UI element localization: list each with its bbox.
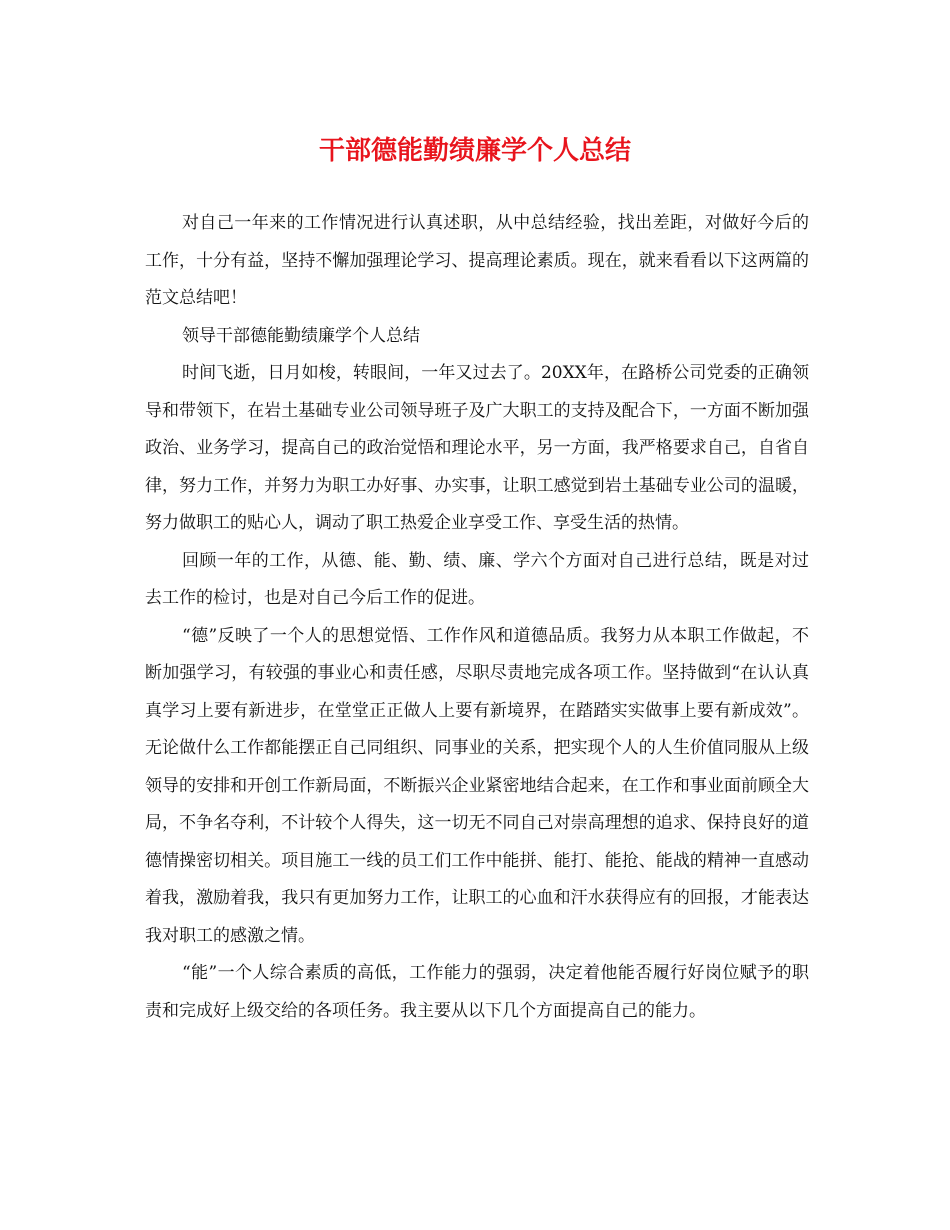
document-body <box>145 205 809 1030</box>
paragraph-intro: 对自己一年来的工作情况进行认真述职，从中总结经验，找出差距，对做好今后的工作，十分有益，坚持不懈加强理论学习、提高理论素质。现在，就来看看以下这两篇的范文总结吧！ <box>145 213 809 308</box>
paragraph-time: 时间飞逝，日月如梭，转眼间，一年又过去了。20XX年，在路桥公司党委的正确领导和带领下，在岩土基础专业公司领导班子及广大职工的支持及配合下，一方面不断加强政治、业务学习，提高自己的政治觉悟和理论水平，另一方面，我严格要求自己，自省自律，努力工作，并努力为职工办好事、办实事，让职工感觉到岩土基础专业公司的温暖，努力做职工的贴心人，调动了职工热爱企业享受工作、享受生活的热情。 <box>145 363 809 533</box>
paragraph-review: 回顾一年的工作，从德、能、勤、绩、廉、学六个方面对自己进行总结，既是对过去工作的检讨，也是对自己今后工作的促进。 <box>145 550 809 608</box>
document-title: 干部德能勤绩廉学个人总结 <box>318 136 631 166</box>
paragraph-de: “德”反映了一个人的思想觉悟、工作作风和道德品质。我努力从本职工作做起，不断加强学习，有较强的事业心和责任感，尽职尽责地完成各项工作。坚持做到“在认认真真学习上要有新进步，在堂堂正正做人上要有新境界，在踏踏实实做事上要有新成效”。无论做什么工作都能摆正自己同组织、同事业的关系，把实现个人的人生价值同服从上级领导的安排和开创工作新局面，不断振兴企业紧密地结合起来，在工作和事业面前顾全大局，不争名夺利，不计较个人得失，这一切无不同自己对崇高理想的追求、保持良好的道德情操密切相关。项目施工一线的员工们工作中能拼、能打、能抢、能战的精神一直感动着我，激励着我，我只有更加努力工作，让职工的心血和汗水获得应有的回报，才能表达我对职工的感激之情。 <box>145 625 809 946</box>
paragraph-subtitle: 领导干部德能勤绩廉学个人总结 <box>182 325 420 346</box>
paragraph-neng: “能”一个人综合素质的高低，工作能力的强弱，决定着他能否履行好岗位赋予的职责和完成好上级交给的各项任务。我主要从以下几个方面提高自己的能力。 <box>145 963 809 1021</box>
